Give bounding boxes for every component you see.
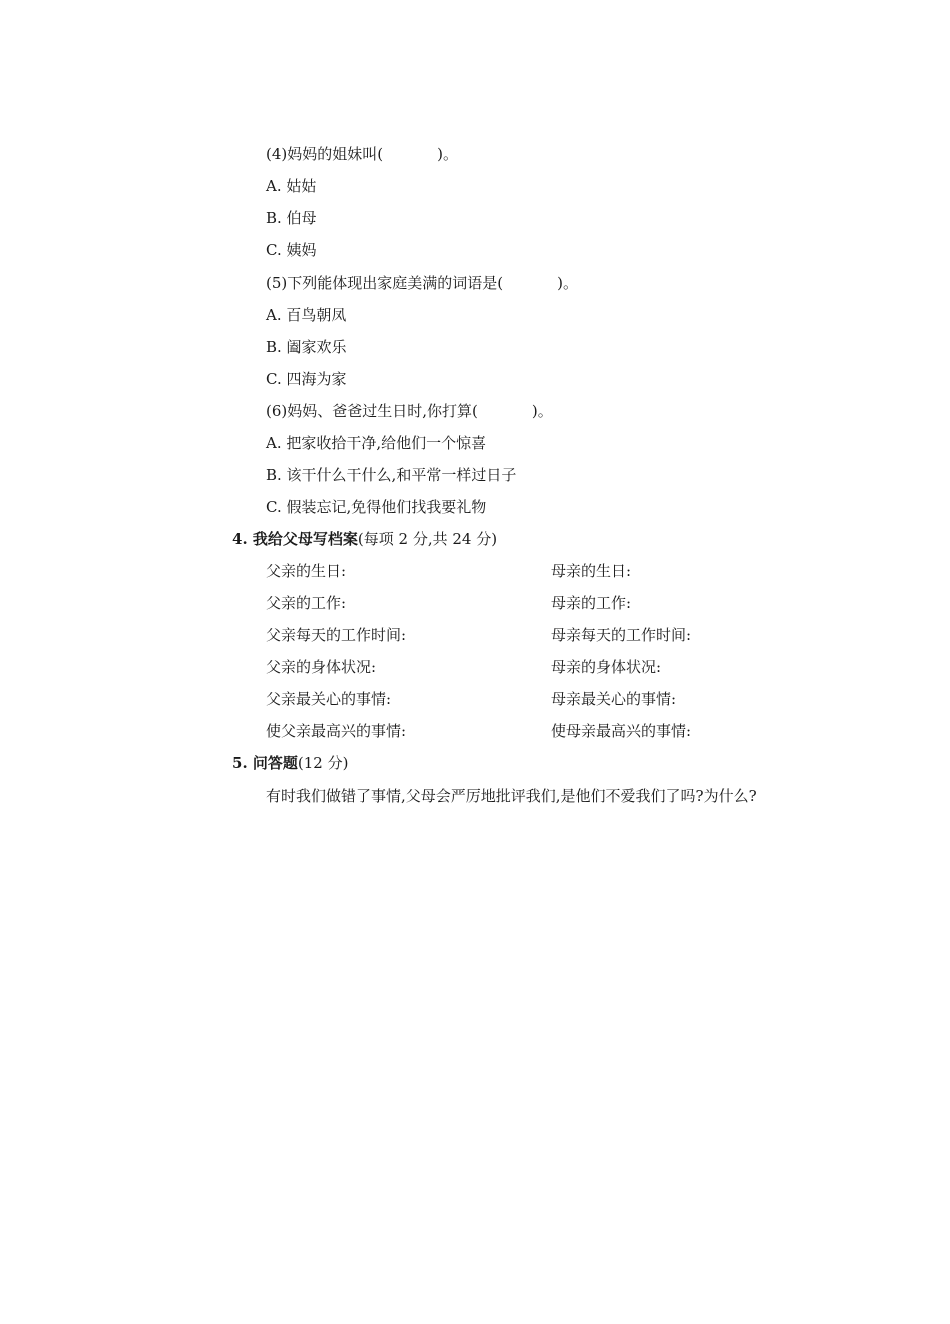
mother-concern-field[interactable]: 母亲最关心的事情: (551, 690, 677, 708)
section-5-question: 有时我们做错了事情,父母会严厉地批评我们,是他们不爱我们了吗?为什么? (266, 787, 757, 805)
mother-birthday-field[interactable]: 母亲的生日: (551, 562, 632, 580)
option-c: C. 四海为家 (266, 370, 347, 388)
option-a: A. 姑姑 (266, 177, 317, 195)
father-birthday-field[interactable]: 父亲的生日: (266, 562, 347, 580)
father-work-hours-field[interactable]: 父亲每天的工作时间: (266, 626, 407, 644)
mother-health-field[interactable]: 母亲的身体状况: (551, 658, 662, 676)
father-concern-field[interactable]: 父亲最关心的事情: (266, 690, 392, 708)
question-6-close: )。 (531, 402, 553, 420)
question-6-prompt: (6)妈妈、爸爸过生日时,你打算( (266, 402, 478, 420)
section-5-score-note: (12 分) (297, 754, 349, 772)
option-b: B. 该干什么干什么,和平常一样过日子 (266, 466, 517, 484)
mother-work-hours-field[interactable]: 母亲每天的工作时间: (551, 626, 692, 644)
option-a: A. 百鸟朝凤 (266, 306, 347, 324)
section-5-title: . 问答题 (242, 754, 298, 772)
section-4-score-note: (每项 2 分,共 24 分) (357, 530, 498, 548)
option-b: B. 阖家欢乐 (266, 338, 347, 356)
question-4 (266, 144, 458, 164)
option-b: B. 伯母 (266, 209, 317, 227)
question-5-prompt: (5)下列能体现出家庭美满的词语是( (266, 274, 504, 292)
section-4-title: . 我给父母写档案 (242, 530, 358, 548)
father-job-field[interactable]: 父亲的工作: (266, 594, 347, 612)
section-5-number: 5 (232, 754, 243, 772)
option-a: A. 把家收拾干净,给他们一个惊喜 (266, 434, 487, 452)
question-5 (266, 273, 578, 293)
question-4-prompt: (4)妈妈的姐妹叫( (266, 145, 384, 163)
mother-job-field[interactable]: 母亲的工作: (551, 594, 632, 612)
option-c: C. 姨妈 (266, 241, 317, 259)
question-4-close: )。 (437, 145, 458, 163)
question-6 (266, 401, 553, 421)
section-5-heading (232, 753, 348, 773)
question-5-close: )。 (557, 274, 578, 292)
father-happiest-field[interactable]: 使父亲最高兴的事情: (266, 722, 407, 740)
father-health-field[interactable]: 父亲的身体状况: (266, 658, 377, 676)
option-c: C. 假装忘记,免得他们找我要礼物 (266, 498, 487, 516)
section-4-heading (232, 529, 497, 549)
mother-happiest-field[interactable]: 使母亲最高兴的事情: (551, 722, 692, 740)
section-4-number: 4 (232, 530, 243, 548)
